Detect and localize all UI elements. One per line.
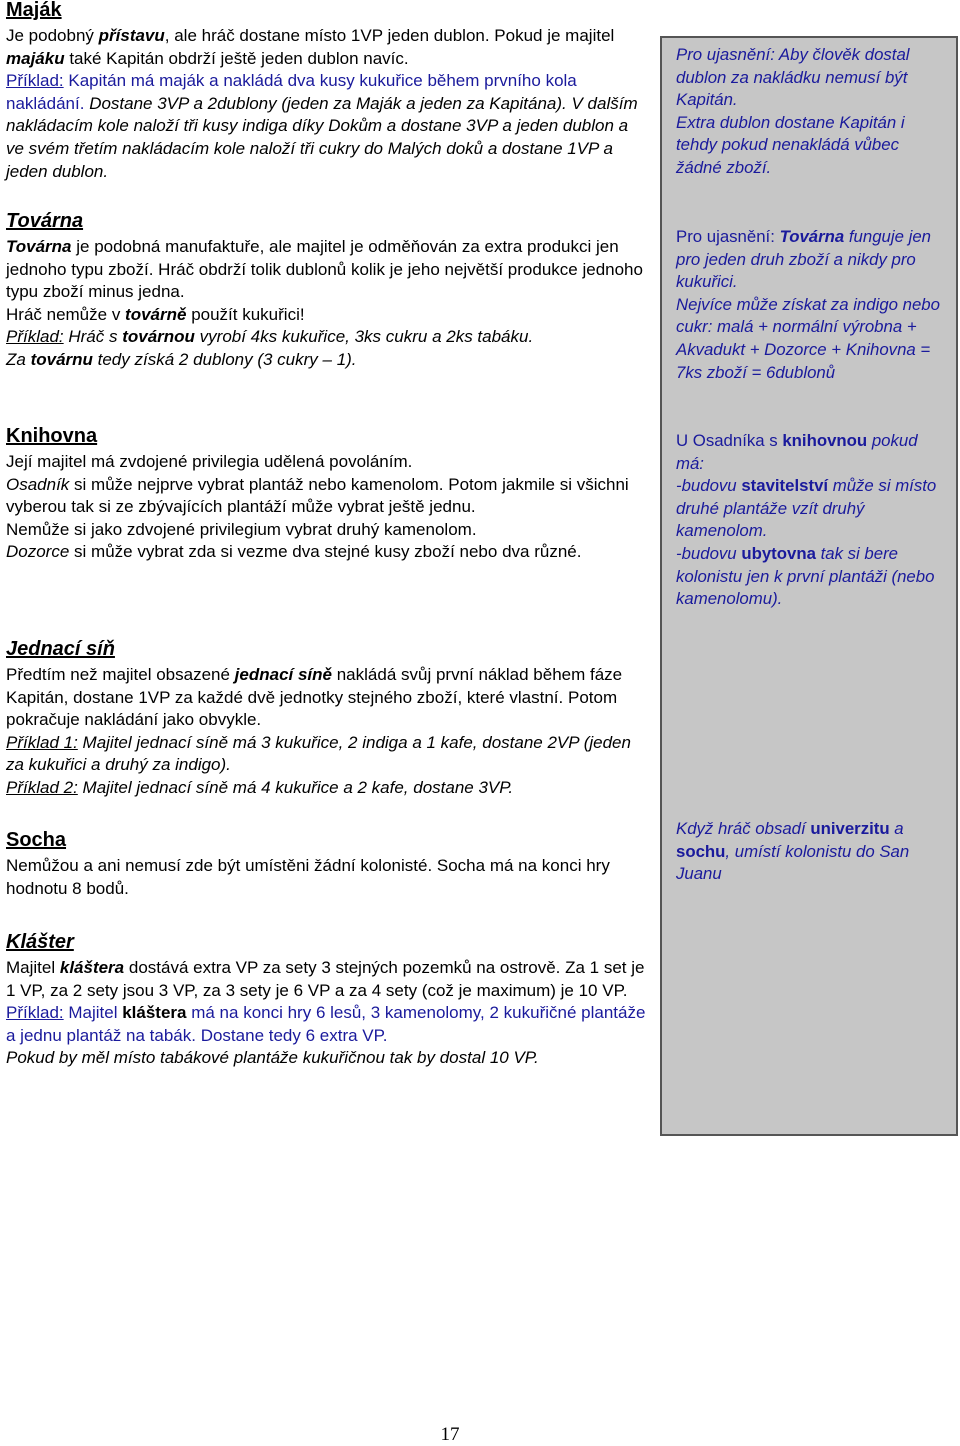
section-tovarna [6,209,646,372]
section-text: Je podobný přístavu, ale hráč dostane místo 1VP jeden dublon. Pokud je majitel majáku také Kapitán obdrží ještě jeden dublon navíc. Příklad: Kapitán má maják a nakládá dva kusy kukuřice během prvního kola nakládání. Dostane 3VP a 2dublony (jeden za Maják a jeden za Kapitána). V dalším nakládacím kole naloží tři kusy indiga díky Dokům a dostane 3VP a jeden dublon a ve svém třetím nakládacím kole naloží tři cukry do Malých doků a dostane 1VP a jeden dublon. [6,26,638,181]
section-text: Její majitel má zvdojené privilegia udělená povoláním. Osadník si může nejprve vybrat plantáž nebo kamenolom. Potom jakmile si všichni vyberou tak si ze zbývajících plantáží může vybrat ještě jednu. Nemůže si jako zdvojené privilegium vybrat druhý kamenolom. Dozorce si může vybrat zda si vezme dva stejné kusy zboží nebo dva různé. [6,452,629,562]
section-title: Klášter [6,931,74,953]
section-klaster [6,930,646,1070]
page-number: 17 [440,1424,460,1445]
section-text: Továrna je podobná manufaktuře, ale majitel je odměňován za extra produkci jen jednoho typu zboží. Hráč obdrží tolik dublonů kolik je jeho největší produkce jednoho typu zboží minus jedna. Hráč nemůže v továrně použít kukuřici! Příklad: Hráč s továrnou vyrobí 4ks kukuřice, 3ks cukru a 2ks tabáku. Za továrnu tedy získá 2 dublony (3 cukry – 1). [6,237,643,369]
section-text: Předtím než majitel obsazené jednací síně nakládá svůj první náklad během fáze Kapitán, dostane 1VP za každé dvě jednotky stejného zboží, které vlastní. Potom pokračuje nakládání jako obvykle. Příklad 1: Majitel jednací síně má 3 kukuřice, 2 indiga a 1 kafe, dostane 2VP (jeden za kukuřici a druhý za indigo). Příklad 2: Majitel jednací síně má 4 kukuřice a 2 kafe, dostane 3VP. [6,665,631,797]
section-title: Továrna [6,210,84,232]
section-socha [6,828,646,900]
section-jednaci-sin [6,637,646,800]
sidebar-notes [660,36,958,1136]
note-majak: Pro ujasnění: Aby člověk dostal dublon za nakládku nemusí být Kapitán. Extra dublon dostane Kapitán i tehdy pokud nenakládá vůbec žádné zboží. [676,45,910,177]
note-tovarna: Pro ujasnění: Továrna funguje jen pro jeden druh zboží a nikdy pro kukuřici. Nejvíce může získat za indigo nebo cukr: malá + normální výrobna + Akvadukt + Dozorce + Knihovna = 7ks zboží = 6dublonů [676,227,940,382]
section-majak [6,0,646,183]
section-text: Majitel kláštera dostává extra VP za sety 3 stejných pozemků na ostrově. Za 1 set je 1 VP, za 2 sety jsou 3 VP, za 3 sety je 6 VP a za 4 sety (což je maximum) je 10 VP. Příklad: Majitel kláštera má na konci hry 6 lesů, 3 kamenolomy, 2 kukuřičné plantáže a jednu plantáž na tabák. Dostane tedy 6 extra VP. Pokud by měl místo tabákové plantáže kukuřičnou tak by dostal 10 VP. [6,958,646,1068]
note-socha: Když hráč obsadí univerzitu a sochu, umístí kolonistu do San Juanu [676,819,910,884]
section-title: Maják [6,0,62,21]
section-title: Knihovna [6,425,98,447]
section-text: Nemůžou a ani nemusí zde být umístěni žádní kolonisté. Socha má na konci hry hodnotu 8 bodů. [6,856,610,898]
note-knihovna: U Osadníka s knihovnou pokud má: -budovu stavitelství může si místo druhé plantáže vzít druhý kamenolom. -budovu ubytovna tak si bere kolonistu jen k první plantáži (nebo kamenolomu). [676,431,937,609]
section-title: Socha [6,829,67,851]
section-knihovna [6,424,646,564]
section-title: Jednací síň [6,638,115,660]
